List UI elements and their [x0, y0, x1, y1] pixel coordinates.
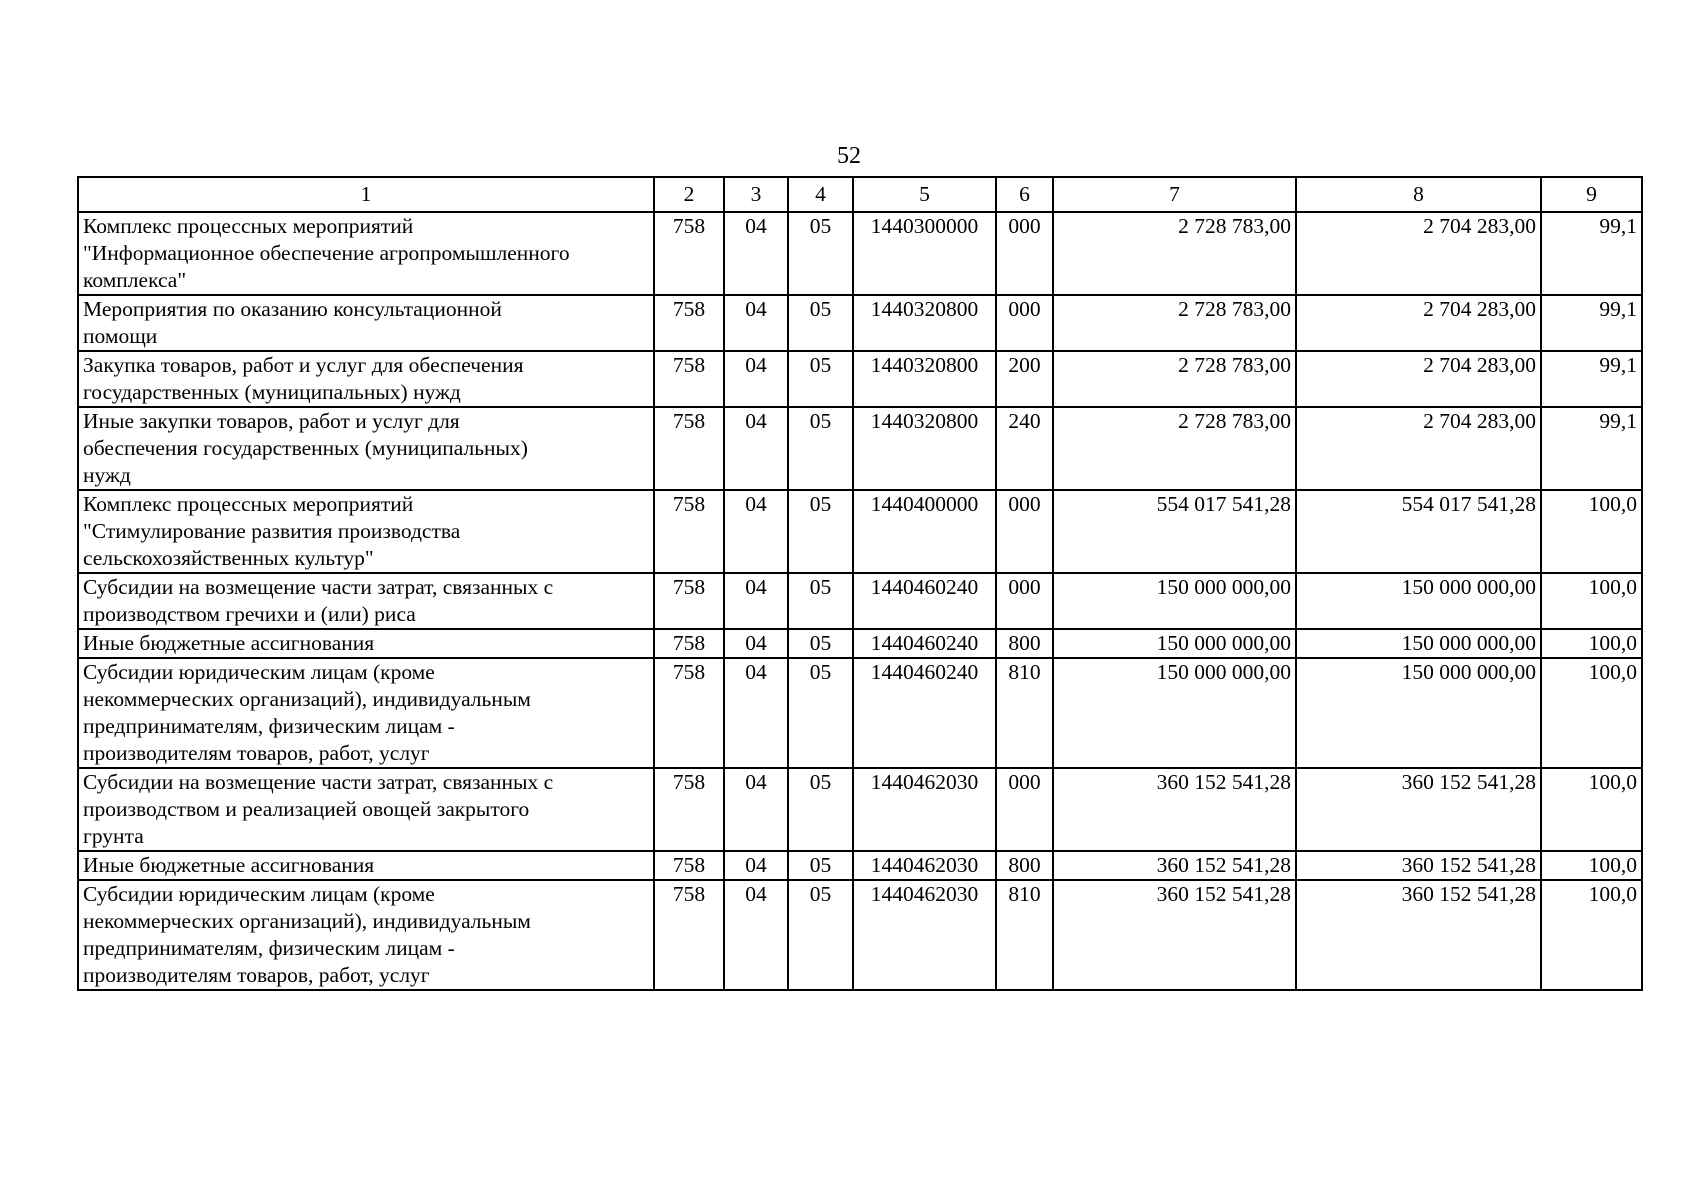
- header-cell: 9: [1541, 177, 1642, 212]
- table-row: [78, 407, 1642, 490]
- header-cell: 4: [788, 177, 853, 212]
- subsection-code: 05: [788, 629, 853, 658]
- execution-percent: 99,1: [1541, 407, 1642, 490]
- execution-percent: 100,0: [1541, 880, 1642, 990]
- table-row: [78, 212, 1642, 295]
- ministry-code: 758: [654, 490, 724, 573]
- subsection-code: 05: [788, 212, 853, 295]
- item-name: Субсидии на возмещение части затрат, связанных с производством и реализацией овощей закрытого грунта: [78, 768, 654, 851]
- target-article-code: 1440462030: [853, 768, 996, 851]
- expense-type-code: 000: [996, 212, 1053, 295]
- ministry-code: 758: [654, 295, 724, 351]
- target-article-code: 1440460240: [853, 629, 996, 658]
- execution-percent: 100,0: [1541, 629, 1642, 658]
- subsection-code: 05: [788, 658, 853, 768]
- executed-amount: 360 152 541,28: [1296, 851, 1541, 880]
- header-cell: 2: [654, 177, 724, 212]
- target-article-code: 1440320800: [853, 407, 996, 490]
- ministry-code: 758: [654, 351, 724, 407]
- planned-amount: 2 728 783,00: [1053, 212, 1296, 295]
- ministry-code: 758: [654, 629, 724, 658]
- ministry-code: 758: [654, 407, 724, 490]
- expense-type-code: 800: [996, 851, 1053, 880]
- header-cell: 8: [1296, 177, 1541, 212]
- subsection-code: 05: [788, 351, 853, 407]
- section-code: 04: [724, 212, 788, 295]
- executed-amount: 2 704 283,00: [1296, 407, 1541, 490]
- planned-amount: 554 017 541,28: [1053, 490, 1296, 573]
- expense-type-code: 000: [996, 295, 1053, 351]
- header-cell: 6: [996, 177, 1053, 212]
- planned-amount: 360 152 541,28: [1053, 880, 1296, 990]
- execution-percent: 100,0: [1541, 768, 1642, 851]
- planned-amount: 2 728 783,00: [1053, 351, 1296, 407]
- item-name: Комплекс процессных мероприятий "Стимулирование развития производства сельскохозяйственных культур": [78, 490, 654, 573]
- subsection-code: 05: [788, 407, 853, 490]
- expense-type-code: 240: [996, 407, 1053, 490]
- header-cell: 5: [853, 177, 996, 212]
- table-row: [78, 490, 1642, 573]
- table-row: [78, 658, 1642, 768]
- ministry-code: 758: [654, 212, 724, 295]
- subsection-code: 05: [788, 768, 853, 851]
- subsection-code: 05: [788, 851, 853, 880]
- item-name: Иные бюджетные ассигнования: [78, 851, 654, 880]
- item-name: Мероприятия по оказанию консультационной помощи: [78, 295, 654, 351]
- execution-percent: 100,0: [1541, 573, 1642, 629]
- target-article-code: 1440300000: [853, 212, 996, 295]
- subsection-code: 05: [788, 573, 853, 629]
- ministry-code: 758: [654, 851, 724, 880]
- target-article-code: 1440460240: [853, 573, 996, 629]
- subsection-code: 05: [788, 880, 853, 990]
- section-code: 04: [724, 407, 788, 490]
- target-article-code: 1440320800: [853, 351, 996, 407]
- expense-type-code: 000: [996, 768, 1053, 851]
- table-row: [78, 295, 1642, 351]
- planned-amount: 2 728 783,00: [1053, 295, 1296, 351]
- expense-type-code: 000: [996, 490, 1053, 573]
- section-code: 04: [724, 658, 788, 768]
- expense-type-code: 800: [996, 629, 1053, 658]
- planned-amount: 150 000 000,00: [1053, 573, 1296, 629]
- planned-amount: 150 000 000,00: [1053, 629, 1296, 658]
- target-article-code: 1440320800: [853, 295, 996, 351]
- budget-table: [77, 176, 1643, 991]
- target-article-code: 1440400000: [853, 490, 996, 573]
- item-name: Иные бюджетные ассигнования: [78, 629, 654, 658]
- table-row: [78, 880, 1642, 990]
- planned-amount: 150 000 000,00: [1053, 658, 1296, 768]
- planned-amount: 360 152 541,28: [1053, 768, 1296, 851]
- item-name: Иные закупки товаров, работ и услуг для обеспечения государственных (муниципальных) нужд: [78, 407, 654, 490]
- planned-amount: 2 728 783,00: [1053, 407, 1296, 490]
- page-number: 52: [837, 143, 861, 169]
- expense-type-code: 810: [996, 658, 1053, 768]
- section-code: 04: [724, 573, 788, 629]
- executed-amount: 150 000 000,00: [1296, 629, 1541, 658]
- header-cell: 7: [1053, 177, 1296, 212]
- table-row: [78, 768, 1642, 851]
- executed-amount: 150 000 000,00: [1296, 573, 1541, 629]
- section-code: 04: [724, 351, 788, 407]
- table-header-row: [78, 177, 1642, 212]
- ministry-code: 758: [654, 658, 724, 768]
- section-code: 04: [724, 851, 788, 880]
- subsection-code: 05: [788, 490, 853, 573]
- table-row: [78, 629, 1642, 658]
- item-name: Комплекс процессных мероприятий "Информационное обеспечение агропромышленного комплекса": [78, 212, 654, 295]
- executed-amount: 554 017 541,28: [1296, 490, 1541, 573]
- section-code: 04: [724, 880, 788, 990]
- executed-amount: 360 152 541,28: [1296, 880, 1541, 990]
- planned-amount: 360 152 541,28: [1053, 851, 1296, 880]
- header-cell: 1: [78, 177, 654, 212]
- executed-amount: 2 704 283,00: [1296, 295, 1541, 351]
- execution-percent: 99,1: [1541, 351, 1642, 407]
- item-name: Субсидии на возмещение части затрат, связанных с производством гречихи и (или) риса: [78, 573, 654, 629]
- item-name: Субсидии юридическим лицам (кроме некоммерческих организаций), индивидуальным предпринимателям, физическим лицам - производителям товаров, работ, услуг: [78, 658, 654, 768]
- execution-percent: 100,0: [1541, 490, 1642, 573]
- execution-percent: 99,1: [1541, 212, 1642, 295]
- executed-amount: 2 704 283,00: [1296, 212, 1541, 295]
- target-article-code: 1440462030: [853, 880, 996, 990]
- table-row: [78, 351, 1642, 407]
- section-code: 04: [724, 768, 788, 851]
- executed-amount: 360 152 541,28: [1296, 768, 1541, 851]
- header-cell: 3: [724, 177, 788, 212]
- table-row: [78, 573, 1642, 629]
- execution-percent: 100,0: [1541, 851, 1642, 880]
- item-name: Субсидии юридическим лицам (кроме некоммерческих организаций), индивидуальным предпринимателям, физическим лицам - производителям товаров, работ, услуг: [78, 880, 654, 990]
- execution-percent: 100,0: [1541, 658, 1642, 768]
- ministry-code: 758: [654, 573, 724, 629]
- section-code: 04: [724, 295, 788, 351]
- target-article-code: 1440462030: [853, 851, 996, 880]
- table-body: [78, 212, 1642, 990]
- ministry-code: 758: [654, 880, 724, 990]
- item-name: Закупка товаров, работ и услуг для обеспечения государственных (муниципальных) нужд: [78, 351, 654, 407]
- expense-type-code: 200: [996, 351, 1053, 407]
- section-code: 04: [724, 629, 788, 658]
- expense-type-code: 000: [996, 573, 1053, 629]
- execution-percent: 99,1: [1541, 295, 1642, 351]
- expense-type-code: 810: [996, 880, 1053, 990]
- section-code: 04: [724, 490, 788, 573]
- ministry-code: 758: [654, 768, 724, 851]
- subsection-code: 05: [788, 295, 853, 351]
- executed-amount: 150 000 000,00: [1296, 658, 1541, 768]
- executed-amount: 2 704 283,00: [1296, 351, 1541, 407]
- table-row: [78, 851, 1642, 880]
- target-article-code: 1440460240: [853, 658, 996, 768]
